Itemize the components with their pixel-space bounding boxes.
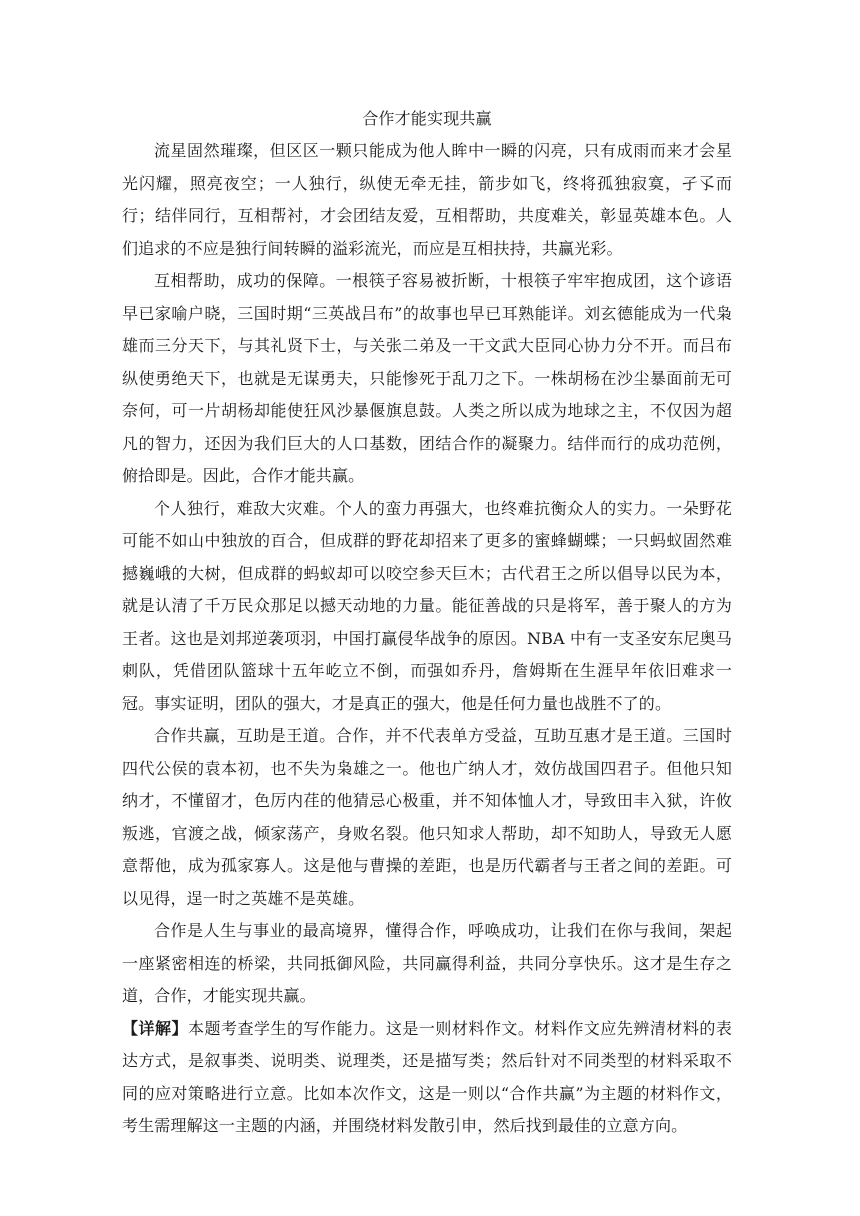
paragraph-5: 合作是人生与事业的最高境界，懂得合作，呼唤成功，让我们在你与我间，架起一座紧密相连的桥梁，共同抵御风险，共同赢得利益，共同分享快乐。这才是生存之道，合作，才能实现共赢。: [122, 921, 732, 1005]
paragraph-3: 个人独行，难敌大灾难。个人的蛮力再强大，也终难抗衡众人的实力。一朵野花可能不如山中独放的百合，但成群的野花却招来了更多的蜜蜂蝴蝶；一只蚂蚁固然难撼巍峨的大树，但成群的蚂蚁却可以咬空参天巨木；古代君王之所以倡导以民为本，就是认清了千万民众那足以撼天动地的力量。能征善战的只是将军，善于聚人的方为王者。这也是刘邦逆袭项羽，中国打赢侵华战争的原因。NBA 中有一支圣安东尼奥马刺队，凭借团队篮球十五年屹立不倒，而强如乔丹，詹姆斯在生涯早年依旧难求一冠。事实证明，团队的强大，才是真正的强大，他是任何力量也战胜不了的。: [122, 498, 732, 713]
explanation-tag: 【详解】: [122, 1018, 188, 1038]
paragraph-1: 流星固然璀璨，但区区一颗只能成为他人眸中一瞬的闪亮，只有成雨而来才会星光闪耀，照亮夜空；一人独行，纵使无牵无挂，箭步如飞，终将孤独寂寞，孑孓而行；结伴同行，互相帮衬，才会团结友爱，互相帮助，共度难关，彰显英雄本色。人们追求的不应是独行间转瞬的溢彩流光，而应是互相扶持，共赢光彩。: [122, 141, 732, 258]
explanation-paragraph: [122, 1013, 732, 1143]
paragraph-2: 互相帮助，成功的保障。一根筷子容易被折断，十根筷子牢牢抱成团，这个谚语早已家喻户晓，三国时期“三英战吕布”的故事也早已耳熟能详。刘玄德能成为一代枭雄而三分天下，与其礼贤下士，与关张二弟及一干文武大臣同心协力分不开。而吕布纵使勇绝天下，也就是无谋勇夫，只能惨死于乱刀之下。一株胡杨在沙尘暴面前无可奈何，可一片胡杨却能使狂风沙暴偃旗息鼓。人类之所以成为地球之主，不仅因为超凡的智力，还因为我们巨大的人口基数，团结合作的凝聚力。结伴而行的成功范例，俯拾即是。因此，合作才能共赢。: [122, 271, 732, 485]
essay-title: 合作才能实现共赢: [362, 109, 492, 128]
paragraph-4: 合作共赢，互助是王道。合作，并不代表单方受益，互助互惠才是王道。三国时四代公侯的袁本初，也不失为枭雄之一。他也广纳人才，效仿战国四君子。但他只知纳才，不懂留才，色厉内荏的他猜忌心极重，并不知体恤人才，导致田丰入狱，许攸叛逃，官渡之战，倾家荡产，身败名裂。他只知求人帮助，却不知助人，导致无人愿意帮他，成为孤家寡人。这是他与曹操的差距，也是历代霸者与王者之间的差距。可以见得，逞一时之英雄不是英雄。: [122, 726, 732, 908]
document-body: [122, 108, 732, 1143]
explanation-text: 本题考查学生的写作能力。这是一则材料作文。材料作文应先辨清材料的表达方式，是叙事类、说明类、说理类，还是描写类；然后针对不同类型的材料采取不同的应对策略进行立意。比如本次作文，这是一则以“合作共赢”为主题的材料作文，考生需理解这一主题的内涵，并围绕材料发散引申，然后找到最佳的立意方向。: [122, 1018, 732, 1135]
